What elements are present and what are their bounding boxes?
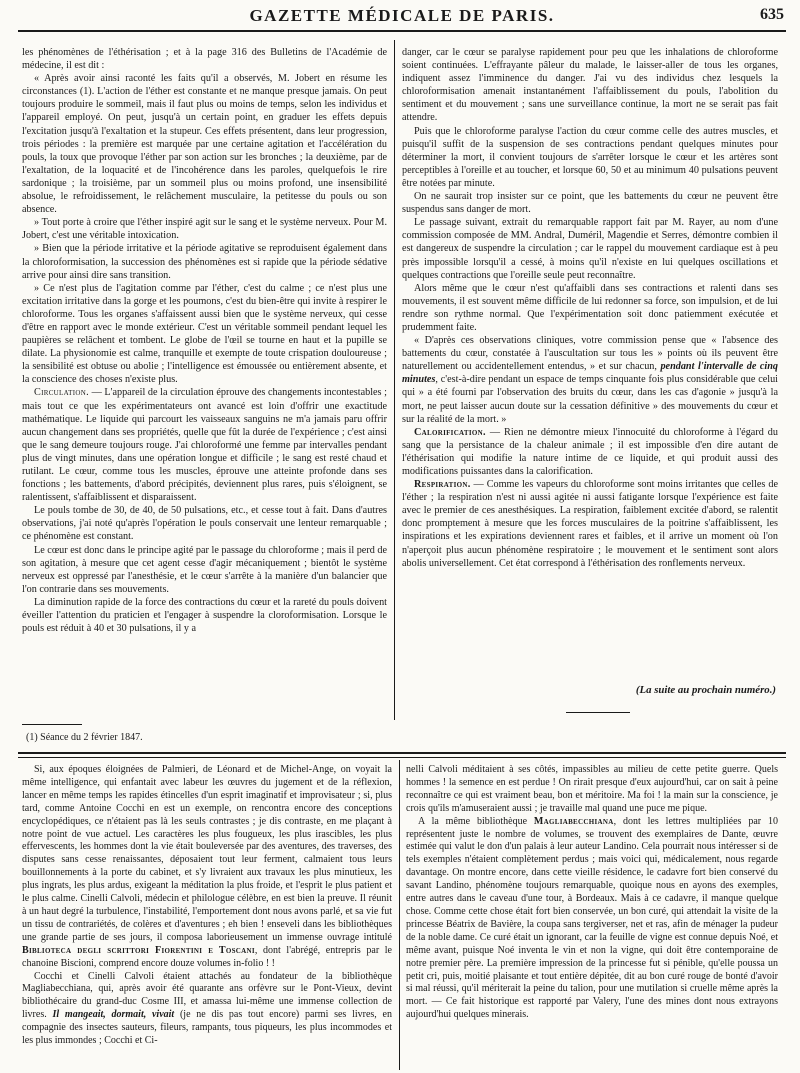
masthead-title: GAZETTE MÉDICALE DE PARIS. <box>249 6 555 25</box>
quote-text-start: « D'après ces observations cliniques, votre commission pense que « l'absence des battements du cœur, constatée à l'auscultation sur tous les » points où ils peuvent être naturellement ou accidentellement entendus, » et sur chacun, <box>402 335 778 373</box>
section-label: Calorification. <box>414 426 486 438</box>
commission-quote <box>402 334 778 426</box>
feuilleton-text: , dont les lettres multipliées par 10 représentent juste le nombre de volumes, se trouvent des exemplaires de Dante, œuvre estimée qui valut le don d'un palais à leur auteur Landino. Cela pourrait nous intéresser si de tels exemples n'étaient complètement perdus ; mais voici qui, médicalement, nous regarde davantage. On montre encore, dans cette vieille résidence, le cadavre fort bien conservé du savant Landino, phénomène toujours remarquable, quoique nous en ayons des exemples, entre autres dans le caveau d'une tour, à Bordeaux. Mais à ce cadavre, il manque quelque chose. Comme cette chose était fort bien conservée, un bon curé, qui attendait la visite de la princesse Béatrix de Bavière, la coupa sans tergiverser, net et ras, afin de ménager la pudeur de la noble dame. Ce curé était un ignorant, car la feuille de vigne est connue depuis Noé, et même avant, puisque Noé inventa le vin et non la vigne, qui doit être contemporaine de notre premier père. La première impression de la princesse fut si pénible, qu'elle poussa un petit cri, puis, moitié plaisante et tout entière dépitée, dit au bon curé rouge de bonté d'avoir si mal réussi, qu'il mériterait la peine du talion, pour une mutilation si cruelle même après la mort. — Ce fait historique est rapporté par Valery, l'une des mines dont nous extrayons aujourd'hui quelques minerais. <box>406 815 778 1021</box>
article-paragraph: » Bien que la période irritative et la période agitative se reproduisent également dans la chloroformisation, la succession des phénomènes est si rapide que la période sédative arrive pour ainsi dire sans transition. <box>22 243 387 281</box>
article-paragraph: » Ce n'est plus de l'agitation comme par l'éther, c'est du calme ; ce n'est plus une excitation irritative dans la gorge et les poumons, c'est du bien-être qui invite à respirer le chloroforme. Tous les organes s'affaissent aussi bien que le système nerveux, qui cesse d'être en rapport avec le monde extérieur. C'est un véritable sommeil pendant lequel les paupières se relâchent et tombent. Le globe de l'œil se tourne en haut et la pupille se dilate. La physionomie est calme, tranquille et exempte de toute crispation douloureuse ; la sensibilité est obtuse ou abolie ; l'intelligence est émoussée ou entièrement absente, et la conscience des choses n'existe plus. <box>22 282 387 386</box>
feuilleton-paragraph <box>22 764 392 971</box>
feuilleton-paragraph: nelli Calvoli méditaient à ses côtés, impassibles au milieu de cette petite guerre. Quels hommes ! la semence en est perdue ! On rirait presque d'eux aujourd'hui, car on sait à peine reconnaître ce qui est vraiment beau, bon et méritoire. Ma foi ! la main sur la conscience, je crois qu'ils m'amuseraient aussi ; je travaille mal quand une puce me pique. <box>406 764 778 814</box>
section-circulation <box>22 386 387 504</box>
article-column-right <box>402 46 778 676</box>
feuilleton-column-right <box>406 764 778 1069</box>
article-paragraph: Alors même que le cœur n'est qu'affaibli dans ses contractions et ralenti dans ses mouvements, il est souvent même difficile de lui redonner sa force, son impulsion, et de lui rendre son rythme normal. Que l'expérimentation soit donc patiemment exécutée et prudemment faite. <box>402 282 778 333</box>
article-paragraph: Le pouls tombe de 30, de 40, de 50 pulsations, etc., et cesse tout à fait. Dans d'autres observations, j'ai noté qu'après l'opération le pouls conservait une lenteur remarquable ; ce phénomène est constant. <box>22 505 387 543</box>
section-label: Circulation. <box>34 387 89 399</box>
feuilleton-text: Si, aux époques éloignées de Palmieri, de Léonard et de Michel-Ange, on voyait la même intelligence, qui enfantait avec labeur les œuvres du jugement et de la réflexion, lancer en même temps les rapides étincelles d'un esprit imaginatif et improvisateur ; si, plus tard, comme Antoine Cocchi en est un exemple, on rencontra encore des conceptions encyclopédiques, ce n'étaient pas là les seuls contrastes ; je dis contraste, en me plaçant à notre point de vue actuel. Les caractères les plus fougueux, les plus irascibles, les plus effervescents, les hommes dont la vie était bouleversée par des aventures, des traverses, des disputes sans cesse renaissantes, déposaient tout leur ferment, calmaient tous leurs bouillonnements à la porte du cabinet, et s'y livraient aux travaux les plus minutieux, les plus ingrats, les plus ardus, exigeant la méditation la plus froide, et l'esprit le plus patient et le plus calme. Cinelli Calvoli, médecin et philologue célèbre, en est bien la preuve. Il réunit à un haut degré la turbulence, l'instabilité, l'emportement dont nous avons parlé, et sa vie fut un tissu de contrariétés, de colères et d'aventures ; eh bien ! enseveli dans les bibliothèques une grande partie de ses jours, il composa laborieusement un immense ouvrage intitulé <box>22 764 392 943</box>
feuilleton-paragraph <box>22 971 392 1048</box>
article-paragraph: Puis que le chloroforme paralyse l'action du cœur comme celle des autres muscles, et puisqu'il suffit de la suspension de ses contractions pendant quelques minutes pour déterminer la mort, il convient toujours de s'arrêter lorsque le cœur et les artères sont perceptibles à l'oreille et au toucher, et lorsque 60, 50 et au minimum 40 pulsations peuvent être notées par minute. <box>402 125 778 189</box>
article-column-left <box>22 46 387 707</box>
section-text: — Comme les vapeurs du chloroforme sont moins irritantes que celles de l'éther ; la respiration n'est ni aussi agitée ni aussi fatigante lorsque l'expérience est faite avec le premier de ces anesthésiques. La respiration, faiblement excitée d'abord, se ralentit donc promptement à mesure que les forces musculaires de la poitrine s'affaiblissent, les inspirations et les expirations deviennent rares et faibles, et il arrive un moment où l'on n'aperçoit plus aucun phénomène respiratoire ; le mouvement et le sentiment sont alors abolis universellement. Cet état correspond à l'éthérisation des ronflements nerveux. <box>402 479 778 569</box>
feuilleton-text: A la même bibliothèque <box>418 815 534 827</box>
section-label: Respiration. <box>414 479 471 491</box>
footnote-rule <box>22 724 82 725</box>
feuilleton-column-left <box>22 764 392 1069</box>
article-paragraph: » Tout porte à croire que l'éther inspiré agit sur le sang et le système nerveux. Pour M. Jobert, c'est une véritable intoxication. <box>22 217 387 242</box>
page-header <box>18 4 786 32</box>
feuilleton-text: Cocchi et Cinelli Calvoli étaient attachés au fondateur de la bibliothèque Magliabecchiana, qui, après avoir été quarante ans orfèvre sur le Pont-Vieux, devint bibliothécaire du grand-duc Cosme III, et amassa lui-même une immense collection de livres. <box>22 970 392 1021</box>
section-text: — Rien ne démontre mieux l'innocuité du chloroforme à l'égard du sang que la persistance de la chaleur animale ; il est impossible d'en dire autant de l'éthérisation qui modifie la nature intime de ce liquide, et qui produit aussi des modifications puissantes dans la calorification. <box>402 426 778 477</box>
section-respiration <box>402 478 778 570</box>
column-divider <box>394 40 395 720</box>
feuilleton-column-divider <box>399 760 400 1070</box>
book-title: Biblioteca degli scrittori Fiorentini e Toscani <box>22 944 255 956</box>
footnote: (1) Séance du 2 février 1847. <box>26 732 143 743</box>
feuilleton-emphasis: Il mangeait, dormait, vivait <box>52 1009 175 1021</box>
section-text: — L'appareil de la circulation éprouve des changements incontestables ; mais tout ce que les expérimentateurs ont avancé est loin d'offrir une exactitude mathématique. Le liquide qui parcourt les vaisseaux sanguins ne m'a jamais paru offrir aucun changement dans ses propriétés, quelle que fût la durée de l'expérience ; c'est ainsi que le sang demeure toujours rouge. J'ai chloroformé une femme par intervalles pendant plus de vingt minutes, dans une opération longue et difficile ; le sang est resté chaud et rutilant. Le cœur, comme tous les muscles, éprouve une atteinte profonde dans ses fonctions ; les battements, d'abord précipités, deviennent plus rares, puis s'éloignent, se ralentissent, s'affaiblissent et disparaissent. <box>22 387 387 504</box>
feuilleton-separator-thin <box>18 757 786 758</box>
quote-emphasis: pendant l'intervalle de cinq minutes <box>402 361 778 386</box>
article-paragraph: Le cœur est donc dans le principe agité par le passage du chloroforme ; mais il perd de son agitation, à mesure que cet agent cesse d'agir mécaniquement ; bientôt le système nerveux est oppressé par l'anesthésie, et le cœur s'arrête à la manière d'un balancier que l'on contrarie dans ses mouvements. <box>22 544 387 595</box>
article-end-rule <box>566 712 630 713</box>
feuilleton-separator <box>18 752 786 754</box>
page-number: 635 <box>760 6 784 23</box>
feuilleton-text: , dont l'abrégé, entrepris par le chanoine Biscioni, comprend encore douze volumes in-folio ! ! <box>22 944 392 969</box>
continuation-note: (La suite au prochain numéro.) <box>635 684 776 696</box>
article-paragraph: danger, car le cœur se paralyse rapidement pour peu que les inhalations de chloroforme soient continuées. L'effrayante pâleur du malade, le laisser-aller de tous les organes, indiquent assez l'imminence du danger. J'ai vu des individus chez lesquels la chloroformisation amenait instantanément l'affaiblissement du pouls, l'abolition du sentiment et du mouvement ; sans une surveillance continue, la mort ne se serait pas fait attendre. <box>402 47 778 124</box>
article-paragraph: « Après avoir ainsi raconté les faits qu'il a observés, M. Jobert en résume les circonstances (1). L'action de l'éther est constante et ne manque presque jamais. On peut toujours produire le sommeil, mais il faut plus ou moins de temps, selon les individus et l'appareil employé. On peut, jusqu'à un certain point, en graduer les effets depuis l'excitation jusqu'à l'exaltation et la stupeur. Ces effets présentent, dans leur progression, trois périodes : la première est marquée par une certaine agitation et l'accélération du pouls, la toux que provoque l'éther par son action sur les bronches ; la deuxième, par de l'exaltation, de la loquacité et de l'incohérence dans les paroles, quelquefois le rire sardonique ; la troisième, par un sommeil plus ou moins profond, une insensibilité absolue, le refroidissement, le relâchement musculaire, la petitesse du pouls ou son absence. <box>22 73 387 216</box>
section-calorification <box>402 426 778 478</box>
article-paragraph: Le passage suivant, extrait du remarquable rapport fait par M. Rayer, au nom d'une commission composée de MM. Andral, Duméril, Magendie et Serres, démontre combien il est dangereux de suspendre la circulation ; car le rappel du mouvement cardiaque est à peu près impossible lorsqu'il a cessé, à moins qu'il n'existe en lui quelques oscillations et quelques contractions que l'oreille seule peut reconnaître. <box>402 217 778 281</box>
quote-text-end: , c'est-à-dire pendant un espace de temps cinquante fois plus considérable que celui qui » a été fourni par l'observation des bruits du cœur, dans les cas d'agonie » jusqu'à la mort, ne peut laisser aucun doute sur la cessation définitive » des mouvements du cœur et sur la réalité de la mort. » <box>402 374 778 425</box>
library-name: Magliabecchiana <box>533 815 614 827</box>
article-paragraph: les phénomènes de l'éthérisation ; et à la page 316 des Bulletins de l'Académie de médecine, il est dit : <box>22 47 387 72</box>
article-paragraph: On ne saurait trop insister sur ce point, que les battements du cœur ne peuvent être suspendus sans danger de mort. <box>402 191 778 216</box>
feuilleton-paragraph <box>406 816 778 1023</box>
article-paragraph: La diminution rapide de la force des contractions du cœur et la rareté du pouls doivent éveiller l'attention du praticien et l'engager à suspendre la cloroformisation. Lorsque le pouls est réduit à 40 et 30 pulsations, il y a <box>22 596 387 635</box>
feuilleton-text: (je ne dis pas tout encore) parmi ses livres, en compagnie des insectes sauteurs, fileurs, rampants, tous piqueurs, les plus incommodes et les plus immondes ; Cocchi et Ci- <box>22 1009 392 1047</box>
